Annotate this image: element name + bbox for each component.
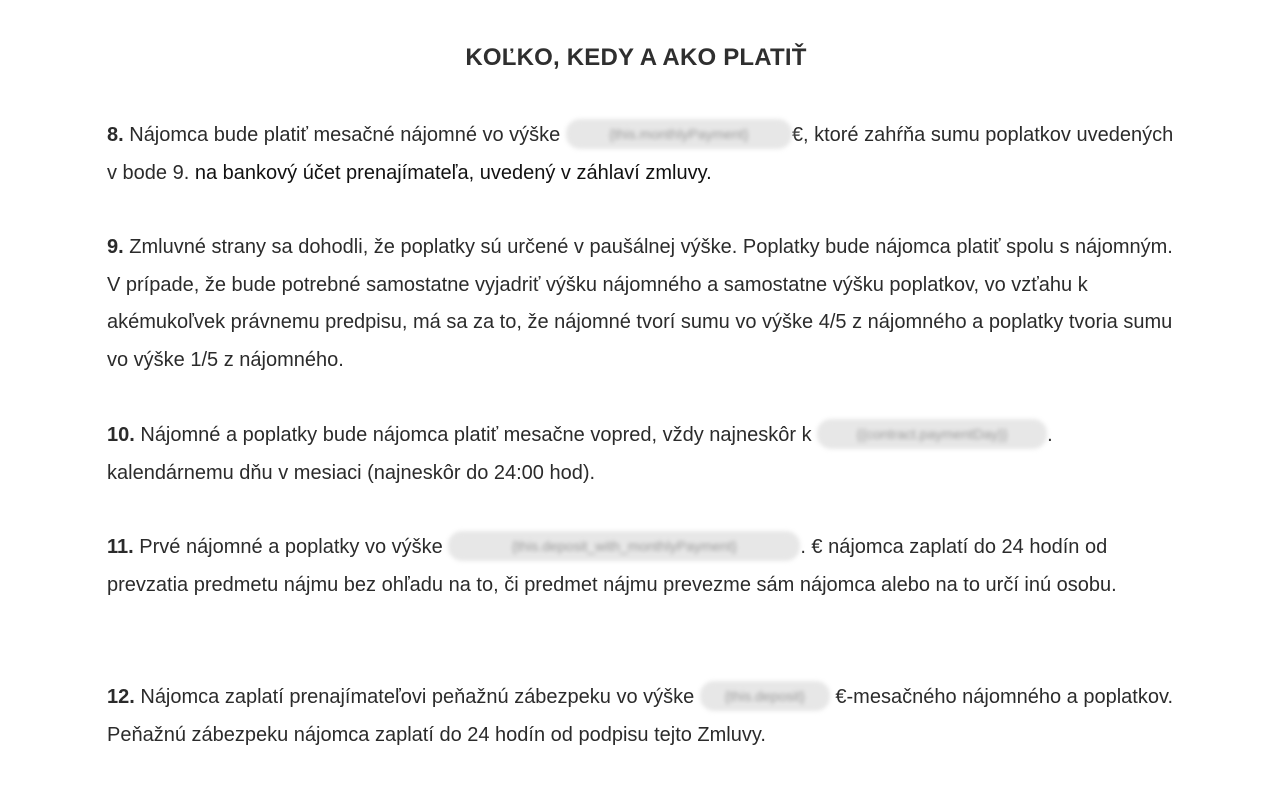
clause-text: €, ktoré zahŕňa sumu poplatkov uvedených v bode 9. [107, 124, 1174, 184]
redacted-field: {this.monthlyPayment} [566, 119, 792, 149]
redacted-field: {this.deposit_with_monthlyPayment} [448, 531, 800, 561]
clause-text: Prvé nájomné a poplatky vo výške [133, 536, 449, 558]
clause-text: €-mesačného nájomného a poplatkov. Peňažnú zábezpeku nájomca zaplatí do 24 hodín od podpisu tejto Zmluvy. [107, 686, 1174, 746]
redacted-field: {this.deposit} [700, 681, 830, 711]
clause-text: na bankový účet prenajímateľa, uvedený v záhlaví zmluvy. [194, 161, 712, 184]
clause-10 [107, 417, 1182, 492]
clause-number: 8. [107, 124, 124, 146]
clause-9 [107, 229, 1182, 379]
document-title: KOĽKO, KEDY A AKO PLATIŤ [465, 44, 807, 71]
clause-number: 9. [107, 236, 124, 258]
clause-text: Nájomné a poplatky bude nájomca platiť mesačne vopred, vždy najneskôr k [134, 424, 818, 446]
clause-text: Zmluvné strany sa dohodli, že poplatky sú určené v paušálnej výške. Poplatky bude nájomca platiť spolu s nájomným. V prípade, že bude potrebné samostatne vyjadriť výšku nájomného a samostatne výšku poplatkov, vo vzťahu k akémukoľvek právnemu predpisu, má sa za to, že nájomné tvorí sumu vo výške 4/5 z nájomného a poplatky tvoria sumu vo výške 1/5 z nájomného. [107, 236, 1173, 371]
clause-text: Nájomca zaplatí prenajímateľovi peňažnú zábezpeku vo výške [134, 686, 700, 708]
clause-12 [107, 679, 1182, 754]
clause-number: 12. [107, 686, 135, 708]
clause-text: . kalendárnemu dňu v mesiaci (najneskôr do 24:00 hod). [107, 424, 1053, 484]
clause-text: Nájomca bude platiť mesačné nájomné vo výške [123, 124, 566, 146]
redacted-field: {{contract.paymentDay}} [817, 419, 1047, 449]
clause-8 [107, 117, 1182, 192]
clause-text: . € nájomca zaplatí do 24 hodín od prevzatia predmetu nájmu bez ohľadu na to, či predmet nájmu prevezme sám nájomca alebo na to určí inú osobu. [107, 536, 1117, 596]
clause-11 [107, 529, 1182, 604]
clause-number: 11. [107, 536, 134, 558]
clause-number: 10. [107, 424, 135, 446]
